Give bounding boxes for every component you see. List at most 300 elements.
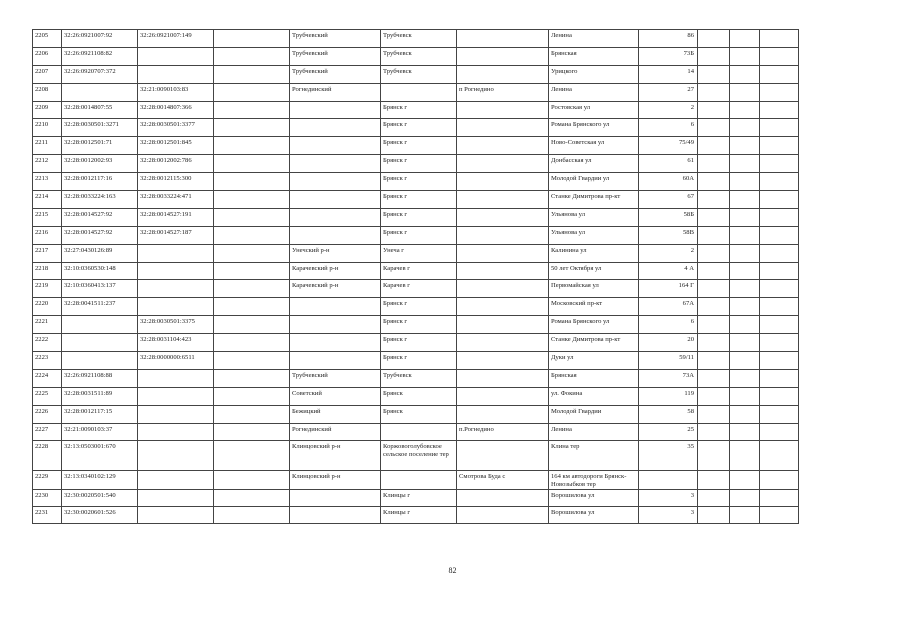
cell-cadastral-number: 32:26:0921108:88 [62,369,138,387]
cell-settlement [457,262,549,280]
cell-city: Карачев г [381,280,457,298]
cell-city: Клинцы г [381,489,457,506]
cell-row-number: 2227 [33,423,62,441]
cell-extra-3 [760,262,799,280]
cell-settlement [457,191,549,209]
cell-settlement [457,208,549,226]
cell-building-cadastral-number: 32:28:0033224:471 [138,191,214,209]
cell-city [381,471,457,489]
cell-cadastral-number: 32:28:0012002:93 [62,155,138,173]
cell-extra-2 [730,387,760,405]
cell-row-number: 2221 [33,316,62,334]
table-row [33,423,799,441]
cell-city: Трубчевск [381,369,457,387]
cell-district: Трубчевский [290,47,381,65]
cell-extra-1 [698,244,730,262]
cell-extra-3 [760,208,799,226]
cell-extra-number [214,298,290,316]
cell-extra-3 [760,30,799,48]
cell-district [290,226,381,244]
cell-cadastral-number: 32:28:0014527:92 [62,226,138,244]
cell-city: Брянск г [381,155,457,173]
cell-street: Дуки ул [549,352,639,370]
cell-city: Трубчевск [381,30,457,48]
registry-table [32,29,799,524]
cell-extra-1 [698,137,730,155]
cell-building-cadastral-number [138,244,214,262]
cell-district [290,506,381,523]
cell-city: Брянск г [381,298,457,316]
cell-extra-3 [760,334,799,352]
cell-settlement [457,119,549,137]
cell-row-number: 2228 [33,441,62,471]
cell-street: Ворошилова ул [549,489,639,506]
cell-extra-3 [760,280,799,298]
table-row [33,369,799,387]
cell-extra-2 [730,191,760,209]
table-row [33,208,799,226]
cell-extra-1 [698,191,730,209]
cell-extra-3 [760,369,799,387]
cell-city: Брянск [381,387,457,405]
table-row [33,47,799,65]
cell-settlement [457,30,549,48]
table-row [33,334,799,352]
cell-extra-number [214,137,290,155]
cell-row-number: 2209 [33,101,62,119]
cell-extra-1 [698,471,730,489]
cell-district [290,137,381,155]
cell-extra-2 [730,83,760,101]
cell-extra-1 [698,423,730,441]
table-row [33,137,799,155]
cell-district [290,191,381,209]
cell-house-number: 2 [639,244,698,262]
cell-extra-2 [730,471,760,489]
table-row [33,471,799,489]
cell-row-number: 2216 [33,226,62,244]
cell-cadastral-number: 32:26:0921007:92 [62,30,138,48]
cell-district: Рогнединский [290,83,381,101]
cell-extra-2 [730,47,760,65]
cell-street: Станке Димитрова пр-кт [549,334,639,352]
table-row [33,83,799,101]
cell-extra-1 [698,316,730,334]
cell-row-number: 2213 [33,173,62,191]
cell-row-number: 2230 [33,489,62,506]
cell-district [290,352,381,370]
cell-building-cadastral-number: 32:28:0012501:845 [138,137,214,155]
cell-extra-2 [730,441,760,471]
cell-extra-1 [698,155,730,173]
cell-extra-1 [698,173,730,191]
cell-district: Карачевский р-н [290,280,381,298]
cell-extra-number [214,441,290,471]
cell-extra-2 [730,30,760,48]
cell-district: Трубчевский [290,30,381,48]
cell-house-number: 60А [639,173,698,191]
cell-building-cadastral-number [138,369,214,387]
cell-cadastral-number [62,352,138,370]
cell-street: Ульянова ул [549,226,639,244]
table-row [33,280,799,298]
cell-cadastral-number [62,316,138,334]
cell-settlement: Смотрова Буда с [457,471,549,489]
cell-extra-1 [698,30,730,48]
table-row [33,489,799,506]
cell-row-number: 2229 [33,471,62,489]
cell-extra-2 [730,101,760,119]
cell-city: Брянск г [381,173,457,191]
cell-row-number: 2215 [33,208,62,226]
table-row [33,262,799,280]
cell-city: Трубчевск [381,65,457,83]
cell-extra-number [214,352,290,370]
cell-extra-2 [730,369,760,387]
cell-extra-3 [760,119,799,137]
table-row [33,119,799,137]
cell-building-cadastral-number: 32:28:0014527:191 [138,208,214,226]
cell-district [290,489,381,506]
cell-extra-1 [698,119,730,137]
cell-extra-number [214,280,290,298]
table-row [33,191,799,209]
table-row [33,173,799,191]
cell-cadastral-number: 32:28:0014807:55 [62,101,138,119]
cell-district: Рогнединский [290,423,381,441]
cell-settlement [457,352,549,370]
cell-building-cadastral-number: 32:28:0012002:786 [138,155,214,173]
cell-extra-1 [698,101,730,119]
cell-extra-number [214,369,290,387]
cell-settlement [457,489,549,506]
cell-district: Советский [290,387,381,405]
cell-house-number: 27 [639,83,698,101]
cell-row-number: 2223 [33,352,62,370]
cell-extra-3 [760,155,799,173]
cell-settlement [457,65,549,83]
cell-cadastral-number: 32:28:0030501:3271 [62,119,138,137]
cell-house-number: 4 А [639,262,698,280]
cell-building-cadastral-number [138,471,214,489]
cell-extra-1 [698,405,730,423]
cell-extra-2 [730,405,760,423]
registry-table-body [33,30,799,524]
cell-extra-3 [760,244,799,262]
cell-city: Унеча г [381,244,457,262]
cell-extra-2 [730,226,760,244]
cell-settlement [457,226,549,244]
cell-settlement [457,506,549,523]
cell-building-cadastral-number: 32:21:0090103:83 [138,83,214,101]
cell-extra-1 [698,226,730,244]
cell-city: Брянск г [381,101,457,119]
cell-city: Брянск г [381,226,457,244]
cell-district [290,208,381,226]
cell-settlement [457,280,549,298]
cell-settlement [457,441,549,471]
cell-extra-1 [698,334,730,352]
cell-extra-2 [730,119,760,137]
cell-cadastral-number: 32:28:0031511:89 [62,387,138,405]
cell-extra-2 [730,208,760,226]
cell-district [290,155,381,173]
cell-building-cadastral-number: 32:28:0014527:187 [138,226,214,244]
cell-row-number: 2212 [33,155,62,173]
cell-building-cadastral-number: 32:28:0031104:423 [138,334,214,352]
cell-house-number: 73А [639,369,698,387]
cell-street: Брянская [549,369,639,387]
cell-extra-2 [730,316,760,334]
cell-house-number: 6 [639,316,698,334]
cell-extra-2 [730,352,760,370]
cell-row-number: 2219 [33,280,62,298]
cell-settlement [457,155,549,173]
cell-extra-number [214,471,290,489]
cell-extra-3 [760,191,799,209]
cell-extra-number [214,83,290,101]
cell-extra-3 [760,352,799,370]
cell-city: Брянск г [381,352,457,370]
cell-extra-number [214,423,290,441]
cell-extra-2 [730,137,760,155]
cell-cadastral-number [62,83,138,101]
cell-house-number: 2 [639,101,698,119]
cell-city [381,423,457,441]
cell-settlement [457,387,549,405]
cell-city: Карачев г [381,262,457,280]
cell-extra-3 [760,137,799,155]
cell-extra-2 [730,334,760,352]
cell-street: Молодой Гвардии [549,405,639,423]
cell-extra-number [214,30,290,48]
cell-extra-2 [730,280,760,298]
cell-house-number: 61 [639,155,698,173]
cell-extra-2 [730,489,760,506]
cell-extra-3 [760,506,799,523]
cell-cadastral-number: 32:21:0090103:37 [62,423,138,441]
cell-street: Молодой Гвардии ул [549,173,639,191]
cell-house-number: 58Б [639,208,698,226]
cell-cadastral-number: 32:26:0920707:372 [62,65,138,83]
cell-building-cadastral-number: 32:26:0921007:149 [138,30,214,48]
cell-district [290,173,381,191]
table-row [33,441,799,471]
cell-cadastral-number: 32:26:0921108:82 [62,47,138,65]
cell-extra-1 [698,262,730,280]
cell-extra-number [214,489,290,506]
cell-house-number: 35 [639,441,698,471]
cell-extra-number [214,387,290,405]
cell-building-cadastral-number [138,262,214,280]
cell-district: Трубчевский [290,65,381,83]
cell-house-number: 67А [639,298,698,316]
cell-district: Бежицкий [290,405,381,423]
cell-row-number: 2231 [33,506,62,523]
cell-extra-number [214,119,290,137]
cell-settlement [457,173,549,191]
cell-extra-3 [760,423,799,441]
cell-extra-2 [730,155,760,173]
cell-extra-3 [760,173,799,191]
cell-extra-1 [698,352,730,370]
cell-street: Ленина [549,423,639,441]
cell-district: Трубчевский [290,369,381,387]
cell-extra-number [214,47,290,65]
cell-building-cadastral-number [138,47,214,65]
cell-extra-3 [760,316,799,334]
cell-row-number: 2206 [33,47,62,65]
cell-extra-1 [698,47,730,65]
cell-extra-3 [760,405,799,423]
cell-extra-number [214,191,290,209]
cell-city: Брянск г [381,137,457,155]
cell-extra-3 [760,489,799,506]
table-row [33,101,799,119]
cell-extra-3 [760,441,799,471]
cell-building-cadastral-number [138,387,214,405]
cell-house-number: 119 [639,387,698,405]
cell-extra-1 [698,506,730,523]
cell-district: Унечский р-н [290,244,381,262]
cell-extra-3 [760,298,799,316]
cell-house-number: 67 [639,191,698,209]
cell-extra-2 [730,506,760,523]
table-row [33,352,799,370]
cell-house-number [639,471,698,489]
cell-building-cadastral-number: 32:28:0030501:3375 [138,316,214,334]
cell-house-number: 25 [639,423,698,441]
cell-street: Станке Димитрова пр-кт [549,191,639,209]
table-row [33,65,799,83]
cell-street: Ростовская ул [549,101,639,119]
cell-street: Донбасская ул [549,155,639,173]
cell-city: Трубчевск [381,47,457,65]
cell-district [290,316,381,334]
cell-street: Клина тер [549,441,639,471]
cell-building-cadastral-number [138,65,214,83]
cell-cadastral-number: 32:30:0020501:540 [62,489,138,506]
cell-extra-number [214,244,290,262]
cell-house-number: 6 [639,119,698,137]
table-row [33,298,799,316]
cell-cadastral-number: 32:28:0041511:237 [62,298,138,316]
cell-extra-3 [760,471,799,489]
cell-row-number: 2226 [33,405,62,423]
cell-house-number: 3 [639,489,698,506]
cell-street: Московский пр-кт [549,298,639,316]
cell-settlement [457,298,549,316]
cell-extra-1 [698,65,730,83]
page-number: 82 [448,566,457,575]
cell-building-cadastral-number [138,280,214,298]
cell-extra-2 [730,423,760,441]
cell-street: Романа Брянского ул [549,316,639,334]
cell-extra-number [214,101,290,119]
cell-building-cadastral-number [138,441,214,471]
cell-row-number: 2222 [33,334,62,352]
cell-extra-number [214,173,290,191]
cell-settlement [457,101,549,119]
cell-street: Ново-Советская ул [549,137,639,155]
cell-cadastral-number: 32:28:0014527:92 [62,208,138,226]
cell-extra-number [214,208,290,226]
cell-city [381,83,457,101]
cell-street: Ленина [549,30,639,48]
cell-settlement: п.Рогнедино [457,423,549,441]
cell-extra-3 [760,387,799,405]
cell-extra-1 [698,83,730,101]
cell-settlement: п Рогнедино [457,83,549,101]
table-row [33,155,799,173]
table-row [33,405,799,423]
cell-house-number: 73Б [639,47,698,65]
cell-extra-3 [760,226,799,244]
cell-cadastral-number: 32:27:0430126:89 [62,244,138,262]
cell-street: Романа Брянского ул [549,119,639,137]
cell-city: Брянск г [381,316,457,334]
cell-house-number: 86 [639,30,698,48]
table-row [33,226,799,244]
cell-row-number: 2217 [33,244,62,262]
cell-building-cadastral-number: 32:28:0030501:3377 [138,119,214,137]
cell-building-cadastral-number: 32:28:0012115:300 [138,173,214,191]
cell-house-number: 58В [639,226,698,244]
table-row [33,316,799,334]
cell-settlement [457,244,549,262]
cell-extra-1 [698,208,730,226]
cell-house-number: 59/11 [639,352,698,370]
cell-district [290,334,381,352]
cell-cadastral-number: 32:13:0503001:670 [62,441,138,471]
cell-extra-number [214,65,290,83]
cell-row-number: 2207 [33,65,62,83]
cell-cadastral-number [62,334,138,352]
cell-row-number: 2224 [33,369,62,387]
cell-extra-number [214,226,290,244]
cell-extra-2 [730,244,760,262]
cell-cadastral-number: 32:10:0360530:148 [62,262,138,280]
cell-cadastral-number: 32:30:0020601:526 [62,506,138,523]
cell-street: Калинина ул [549,244,639,262]
cell-cadastral-number: 32:13:0340102:129 [62,471,138,489]
cell-district: Карачевский р-н [290,262,381,280]
cell-building-cadastral-number: 32:28:0000000:6511 [138,352,214,370]
cell-building-cadastral-number [138,489,214,506]
cell-street: 50 лет Октября ул [549,262,639,280]
cell-extra-number [214,334,290,352]
table-row [33,244,799,262]
cell-house-number: 75/49 [639,137,698,155]
cell-extra-number [214,155,290,173]
cell-settlement [457,405,549,423]
cell-city: Брянск г [381,208,457,226]
cell-extra-number [214,316,290,334]
cell-street: Ворошилова ул [549,506,639,523]
cell-city: Брянск [381,405,457,423]
cell-house-number: 20 [639,334,698,352]
cell-cadastral-number: 32:28:0012117:16 [62,173,138,191]
cell-district [290,298,381,316]
cell-building-cadastral-number [138,423,214,441]
cell-extra-number [214,506,290,523]
cell-street: Урицкого [549,65,639,83]
cell-building-cadastral-number [138,506,214,523]
cell-extra-1 [698,280,730,298]
cell-row-number: 2208 [33,83,62,101]
cell-house-number: 164 Г [639,280,698,298]
cell-city: Брянск г [381,334,457,352]
